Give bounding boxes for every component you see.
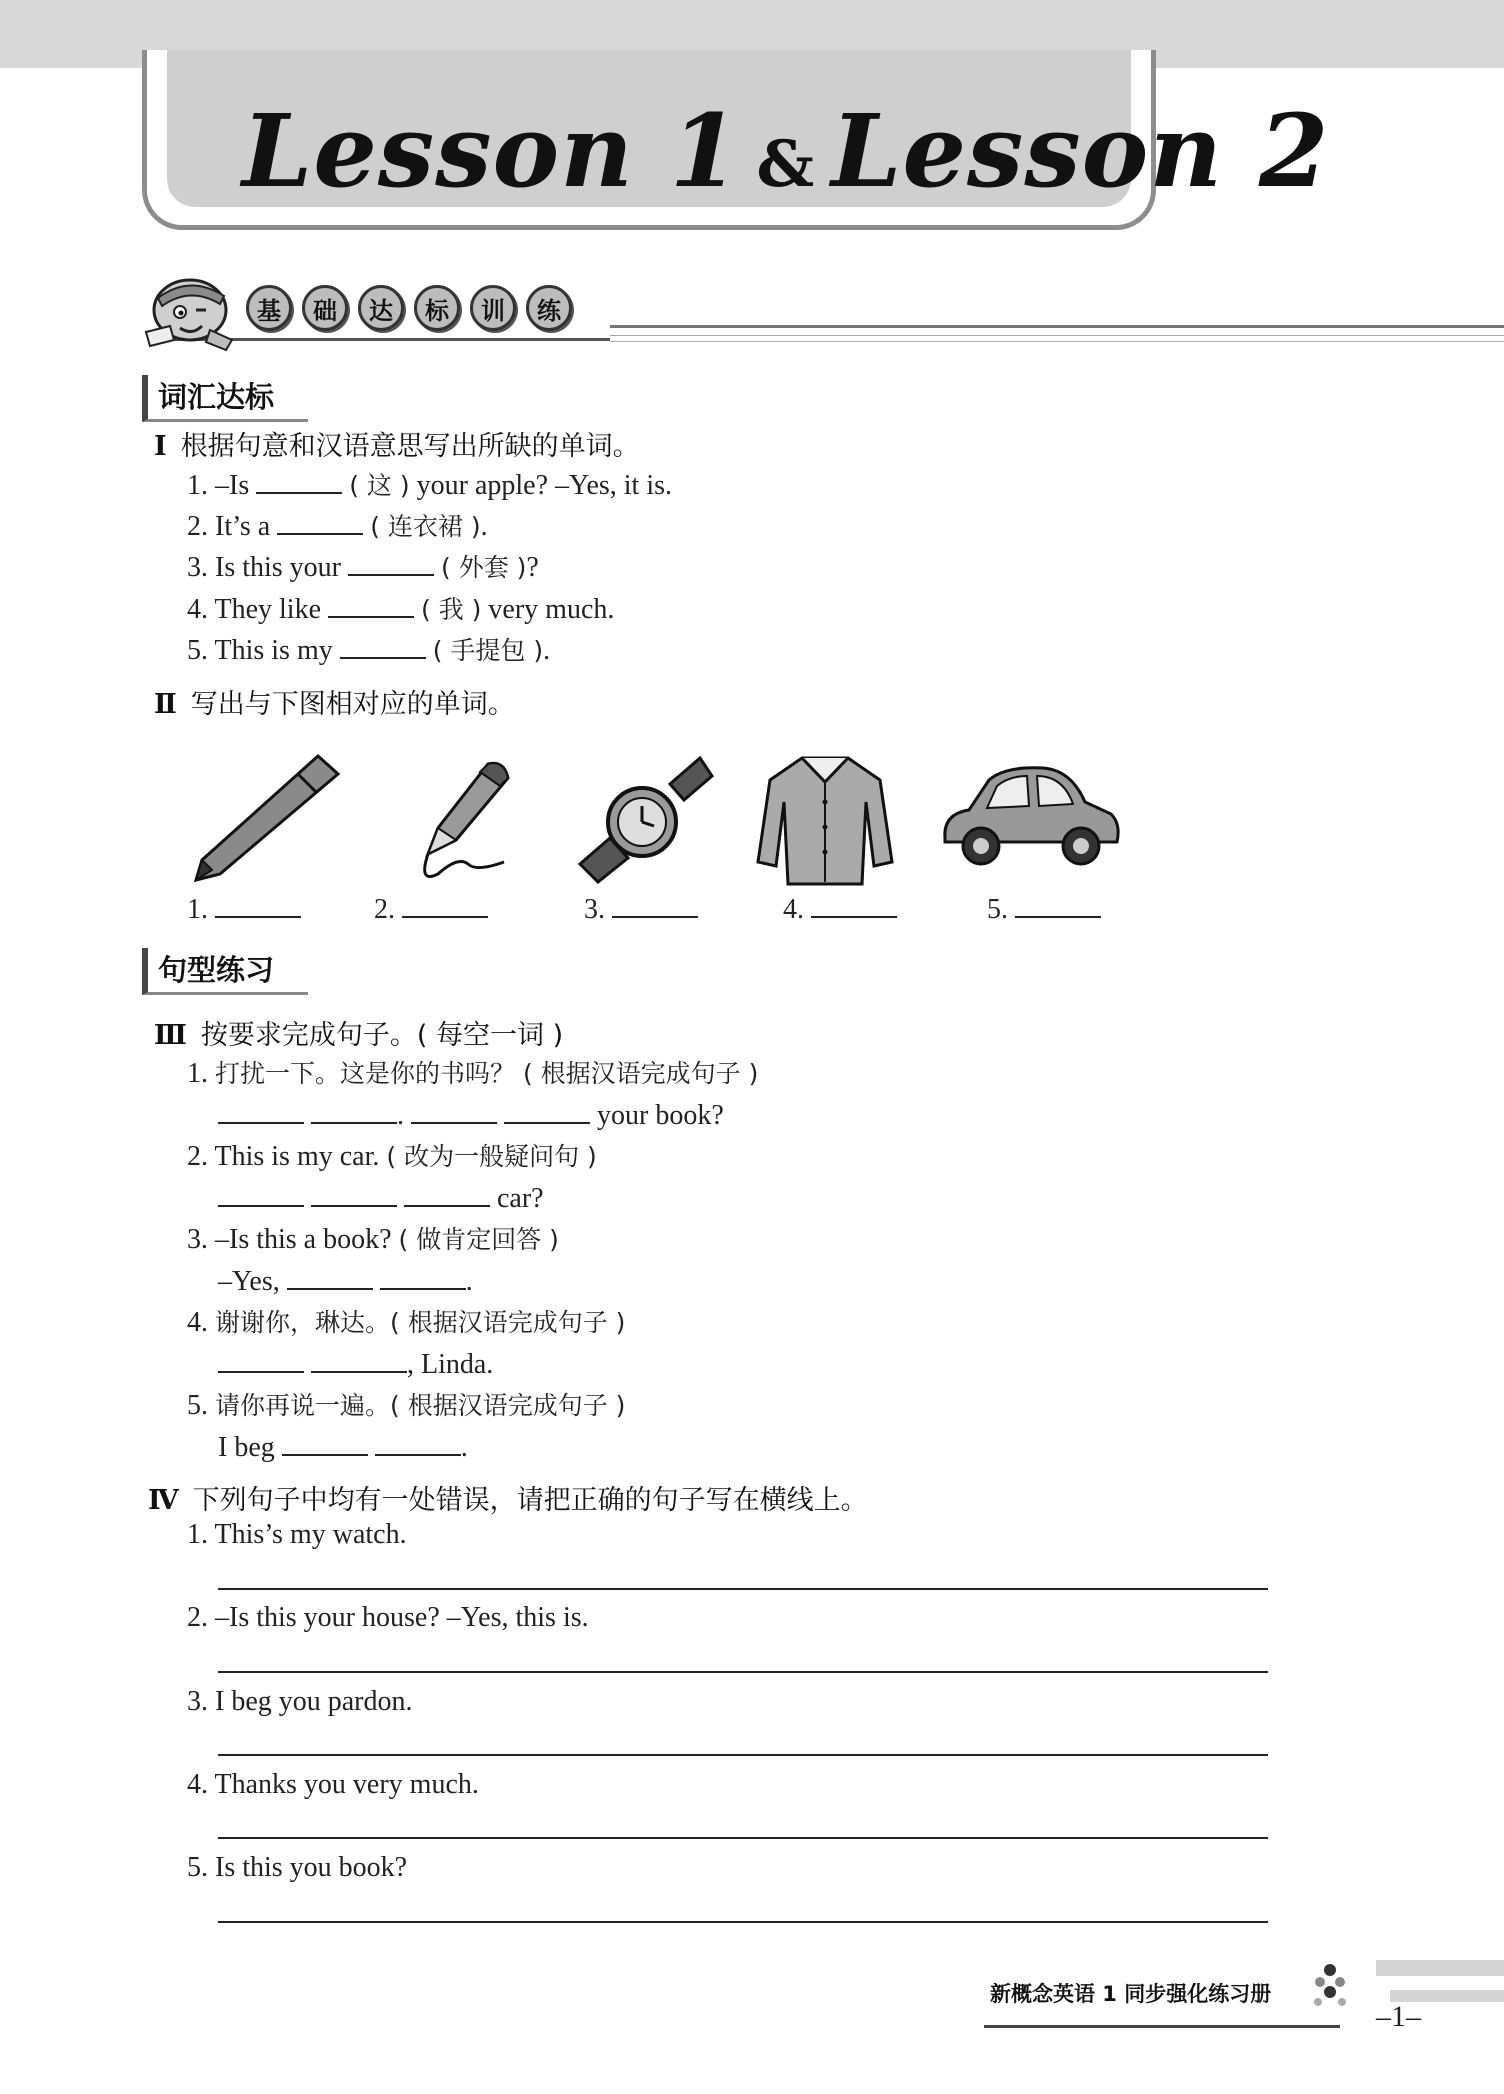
page-number: –1– bbox=[1376, 2000, 1421, 2033]
instruction-text: 写出与下图相对应的单词。 bbox=[190, 689, 515, 720]
writing-line[interactable] bbox=[218, 1837, 1268, 1839]
item-text: your book? bbox=[590, 1100, 724, 1131]
car-icon bbox=[935, 758, 1125, 878]
watch-icon bbox=[574, 754, 714, 884]
section-heading-vocab: 词汇达标 bbox=[142, 375, 308, 422]
pen-icon bbox=[188, 748, 348, 888]
item-hint: ( 我 ) bbox=[421, 595, 482, 624]
answer-blank[interactable] bbox=[215, 890, 301, 918]
part-number: Ⅰ bbox=[154, 431, 167, 462]
item-text: 1. bbox=[187, 1058, 215, 1089]
question-line bbox=[187, 1386, 625, 1422]
question-line bbox=[187, 1220, 559, 1256]
instruction-text: 根据句意和汉语意思写出所缺的单词。 bbox=[180, 431, 640, 462]
footer-underline bbox=[984, 2025, 1340, 2028]
item-text: 4. They like bbox=[187, 594, 329, 625]
section-heading-sentence: 句型练习 bbox=[142, 948, 308, 995]
item-hint: 打扰一下。这是你的书吗？ ( 根据汉语完成句子 ) bbox=[215, 1059, 759, 1088]
part-1-instruction bbox=[154, 424, 640, 463]
item-hint: ( 改为一般疑问句 ) bbox=[386, 1142, 597, 1171]
pencil-icon bbox=[408, 756, 518, 886]
answer-blank[interactable] bbox=[375, 1428, 461, 1456]
list-item bbox=[187, 507, 488, 543]
answer-line bbox=[218, 1345, 493, 1381]
error-sentence: 3. I beg you pardon. bbox=[187, 1686, 413, 1717]
error-sentence: 2. –Is this your house? –Yes, this is. bbox=[187, 1602, 589, 1633]
book-title: 新概念英语 1 同步强化练习册 bbox=[990, 1982, 1272, 2006]
part-4-instruction bbox=[148, 1478, 868, 1517]
badge-char: 达 bbox=[358, 285, 404, 331]
item-text: . bbox=[460, 1432, 468, 1463]
badge-char: 练 bbox=[526, 285, 572, 331]
error-sentence: 5. Is this you book? bbox=[187, 1852, 408, 1883]
badge-char: 基 bbox=[246, 285, 292, 331]
item-text: . bbox=[465, 1266, 473, 1297]
item-hint: ( 连衣裙 ) bbox=[370, 512, 481, 541]
list-item bbox=[187, 466, 672, 502]
picture-answer bbox=[187, 890, 301, 926]
error-sentence: 4. Thanks you very much. bbox=[187, 1769, 479, 1800]
dots-icon bbox=[1310, 1962, 1350, 2010]
picture-number: 5. bbox=[987, 894, 1008, 925]
answer-blank[interactable] bbox=[504, 1096, 590, 1124]
answer-blank[interactable] bbox=[256, 466, 342, 494]
title-lesson-2: Lesson 2 bbox=[831, 92, 1330, 210]
writing-line[interactable] bbox=[218, 1671, 1268, 1673]
item-text: –Is this a book? bbox=[215, 1224, 399, 1255]
item-text: your apple? –Yes, it is. bbox=[409, 470, 673, 501]
banner-rule bbox=[610, 325, 1504, 328]
shirt-icon bbox=[750, 752, 900, 888]
list-item bbox=[187, 590, 614, 626]
instruction-text: 按要求完成句子。( 每空一词 ) bbox=[200, 1020, 564, 1051]
item-hint: 请你再说一遍。( 根据汉语完成句子 ) bbox=[215, 1391, 626, 1420]
item-text: 3. Is this your bbox=[187, 552, 348, 583]
banner-badges bbox=[246, 285, 572, 331]
title-lesson-1: Lesson 1 bbox=[242, 92, 741, 210]
writing-line[interactable] bbox=[218, 1921, 1268, 1923]
error-sentence: 1. This’s my watch. bbox=[187, 1519, 407, 1550]
picture-number: 1. bbox=[187, 894, 208, 925]
item-text: 5. This is my bbox=[187, 635, 340, 666]
list-item bbox=[187, 548, 539, 584]
item-text: . bbox=[543, 635, 551, 666]
writing-line[interactable] bbox=[218, 1588, 1268, 1590]
answer-line bbox=[218, 1262, 473, 1298]
item-text: 4. bbox=[187, 1307, 215, 1338]
answer-blank[interactable] bbox=[218, 1179, 304, 1207]
item-text: car? bbox=[490, 1183, 544, 1214]
item-text: 1. –Is bbox=[187, 470, 257, 501]
answer-line bbox=[218, 1428, 468, 1464]
answer-blank[interactable] bbox=[340, 631, 426, 659]
item-text: . bbox=[480, 511, 488, 542]
item-text: –Yes, bbox=[218, 1266, 287, 1297]
item-text: 2. bbox=[187, 1141, 215, 1172]
item-text: 2. It’s a bbox=[187, 511, 278, 542]
banner-rule-thin-2 bbox=[610, 341, 1504, 342]
answer-blank[interactable] bbox=[348, 548, 434, 576]
answer-blank[interactable] bbox=[282, 1428, 368, 1456]
answer-blank[interactable] bbox=[1015, 890, 1101, 918]
item-hint: 谢谢你，琳达。( 根据汉语完成句子 ) bbox=[215, 1308, 626, 1337]
picture-answer bbox=[987, 890, 1101, 926]
answer-blank[interactable] bbox=[311, 1345, 407, 1373]
item-hint: ( 这 ) bbox=[349, 471, 410, 500]
answer-blank[interactable] bbox=[218, 1096, 304, 1124]
picture-number: 2. bbox=[374, 894, 395, 925]
item-text: This is my car. bbox=[214, 1141, 387, 1172]
answer-blank[interactable] bbox=[402, 890, 488, 918]
part-number: Ⅳ bbox=[148, 1485, 179, 1516]
list-item bbox=[187, 631, 550, 667]
answer-blank[interactable] bbox=[277, 507, 363, 535]
item-hint: ( 外套 ) bbox=[441, 553, 527, 582]
answer-blank[interactable] bbox=[311, 1096, 397, 1124]
banner-rule-thin bbox=[610, 335, 1504, 336]
answer-blank[interactable] bbox=[311, 1179, 397, 1207]
answer-blank[interactable] bbox=[612, 890, 698, 918]
answer-blank[interactable] bbox=[218, 1345, 304, 1373]
badge-char: 训 bbox=[470, 285, 516, 331]
question-line bbox=[187, 1137, 597, 1173]
answer-blank[interactable] bbox=[811, 890, 897, 918]
part-3-instruction bbox=[154, 1013, 563, 1052]
part-2-instruction bbox=[154, 682, 515, 721]
item-text: I beg bbox=[218, 1432, 282, 1463]
badge-char: 标 bbox=[414, 285, 460, 331]
part-number: Ⅲ bbox=[154, 1020, 187, 1051]
answer-line: . your book? bbox=[218, 1096, 724, 1132]
item-hint: ( 做肯定回答 ) bbox=[398, 1225, 559, 1254]
badge-char: 础 bbox=[302, 285, 348, 331]
answer-blank[interactable] bbox=[404, 1179, 490, 1207]
footer-decor-bar bbox=[1376, 1960, 1504, 1976]
picture-number: 3. bbox=[584, 894, 605, 925]
mascot-pointing-icon bbox=[140, 270, 240, 360]
instruction-text: 下列句子中均有一处错误，请把正确的句子写在横线上。 bbox=[192, 1485, 868, 1516]
picture-answer bbox=[783, 890, 897, 926]
item-text: ? bbox=[526, 552, 539, 583]
writing-line[interactable] bbox=[218, 1754, 1268, 1756]
item-text: , Linda. bbox=[407, 1349, 494, 1380]
part-number: Ⅱ bbox=[154, 689, 177, 720]
question-line bbox=[187, 1303, 625, 1339]
item-hint: ( 手提包 ) bbox=[432, 636, 544, 665]
answer-blank[interactable] bbox=[411, 1096, 497, 1124]
answer-blank[interactable] bbox=[328, 590, 414, 618]
item-text: 3. bbox=[187, 1224, 215, 1255]
item-text: 5. bbox=[187, 1390, 215, 1421]
picture-number: 4. bbox=[783, 894, 804, 925]
question-line bbox=[187, 1054, 758, 1090]
title-ampersand: & bbox=[756, 127, 816, 202]
answer-blank[interactable] bbox=[287, 1262, 373, 1290]
item-text: very much. bbox=[481, 594, 615, 625]
answer-blank[interactable] bbox=[380, 1262, 466, 1290]
picture-answer bbox=[374, 890, 488, 926]
answer-line bbox=[218, 1179, 544, 1215]
page-title bbox=[242, 92, 1329, 210]
picture-answer bbox=[584, 890, 698, 926]
